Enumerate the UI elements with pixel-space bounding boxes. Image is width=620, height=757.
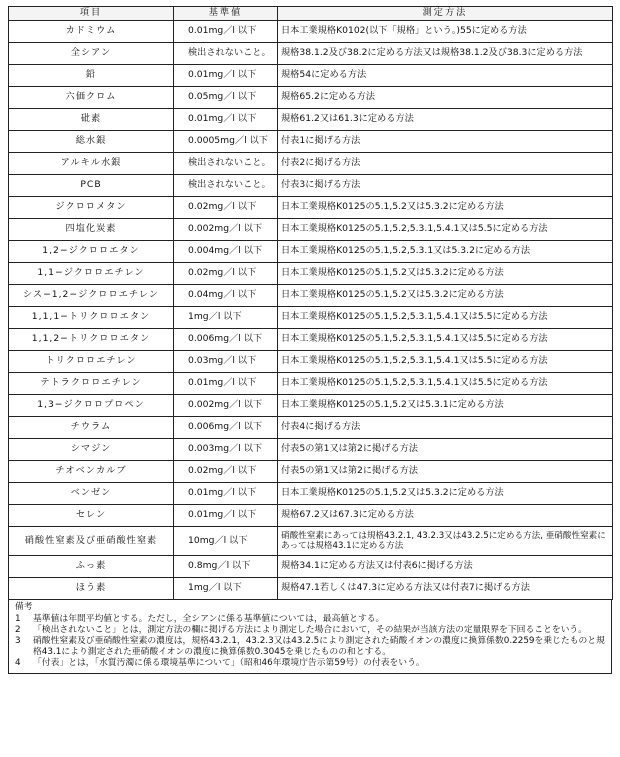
note-item bbox=[15, 614, 605, 625]
method-cell: 規格61.2又は61.3に定める方法 bbox=[278, 109, 613, 131]
value-cell: 0.006mg／l 以下 bbox=[174, 329, 278, 351]
method-cell: 付表4に掲げる方法 bbox=[278, 417, 613, 439]
item-cell: 硝酸性窒素及び亜硝酸性窒素 bbox=[9, 527, 174, 556]
value-cell: 0.004mg／l 以下 bbox=[174, 241, 278, 263]
item-cell: テトラクロロエチレン bbox=[9, 373, 174, 395]
notes-list bbox=[15, 614, 605, 669]
header-item: 項目 bbox=[9, 7, 174, 21]
item-cell: 1,3−ジクロロプロペン bbox=[9, 395, 174, 417]
value-cell: 0.04mg／l 以下 bbox=[174, 285, 278, 307]
note-text: 「付表」とは，「水質汚濁に係る環境基準について」（昭和46年環境庁告示第59号）の付表をいう。 bbox=[33, 657, 425, 668]
item-cell: PCB bbox=[9, 175, 174, 197]
table-body bbox=[9, 21, 613, 600]
value-cell: 0.01mg／l 以下 bbox=[174, 109, 278, 131]
value-cell: 検出されないこと。 bbox=[174, 43, 278, 65]
table-row bbox=[9, 131, 613, 153]
method-cell: 規格47.1若しくは47.3に定める方法又は付表7に掲げる方法 bbox=[278, 578, 613, 600]
method-cell: 日本工業規格K0125の5.1,5.2又は5.3.2に定める方法 bbox=[278, 483, 613, 505]
note-text: 基準値は年間平均値とする。ただし，全シアンに係る基準値については，最高値とする。 bbox=[33, 613, 385, 624]
item-cell: 六価クロム bbox=[9, 87, 174, 109]
method-cell: 日本工業規格K0125の5.1,5.2又は5.3.2に定める方法 bbox=[278, 285, 613, 307]
table-row bbox=[9, 439, 613, 461]
note-number: 1 bbox=[15, 613, 21, 624]
item-cell: 1,1,2−トリクロロエタン bbox=[9, 329, 174, 351]
table-row bbox=[9, 556, 613, 578]
item-cell: 1,2−ジクロロエタン bbox=[9, 241, 174, 263]
item-cell: カドミウム bbox=[9, 21, 174, 43]
method-cell: 規格38.1.2及び38.2に定める方法又は規格38.1.2及び38.3に定める方法 bbox=[278, 43, 613, 65]
method-cell: 規格54に定める方法 bbox=[278, 65, 613, 87]
value-cell: 0.01mg／l 以下 bbox=[174, 373, 278, 395]
item-cell: 砒素 bbox=[9, 109, 174, 131]
item-cell: 1,1,1−トリクロロエタン bbox=[9, 307, 174, 329]
table-row bbox=[9, 109, 613, 131]
table-row bbox=[9, 527, 613, 556]
value-cell: 0.01mg／l 以下 bbox=[174, 483, 278, 505]
method-cell: 日本工業規格K0125の5.1,5.2,5.3.1,5.4.1又は5.5に定める方法 bbox=[278, 219, 613, 241]
value-cell: 0.01mg／l 以下 bbox=[174, 65, 278, 87]
method-cell: 日本工業規格K0125の5.1,5.2又は5.3.2に定める方法 bbox=[278, 197, 613, 219]
item-cell: チウラム bbox=[9, 417, 174, 439]
item-cell: トリクロロエチレン bbox=[9, 351, 174, 373]
item-cell: ジクロロメタン bbox=[9, 197, 174, 219]
method-cell: 硝酸性窒素にあっては規格43.2.1, 43.2.3又は43.2.5に定める方法, 亜硝酸性窒素にあっては規格43.1に定める方法 bbox=[278, 527, 613, 556]
header-method: 測定方法 bbox=[278, 7, 613, 21]
table-row bbox=[9, 417, 613, 439]
method-cell: 日本工業規格K0125の5.1,5.2又は5.3.2に定める方法 bbox=[278, 263, 613, 285]
value-cell: 0.0005mg／l 以下 bbox=[174, 131, 278, 153]
value-cell: 1mg／l 以下 bbox=[174, 578, 278, 600]
note-text: 「検出されないこと」とは，測定方法の欄に掲げる方法により測定した場合において，その結果が当該方法の定量限界を下回ることをいう。 bbox=[33, 624, 588, 635]
item-cell: 全シアン bbox=[9, 43, 174, 65]
table-row bbox=[9, 21, 613, 43]
method-cell: 日本工業規格K0125の5.1,5.2,5.3.1,5.4.1又は5.5に定める方法 bbox=[278, 373, 613, 395]
table-row bbox=[9, 285, 613, 307]
note-number: 2 bbox=[15, 624, 21, 635]
table-row bbox=[9, 351, 613, 373]
value-cell: 0.003mg／l 以下 bbox=[174, 439, 278, 461]
notes-section bbox=[8, 600, 612, 674]
table-row bbox=[9, 219, 613, 241]
item-cell: チオベンカルブ bbox=[9, 461, 174, 483]
method-cell: 付表5の第1又は第2に掲げる方法 bbox=[278, 461, 613, 483]
table-row bbox=[9, 373, 613, 395]
item-cell: 総水銀 bbox=[9, 131, 174, 153]
method-cell: 付表5の第1又は第2に掲げる方法 bbox=[278, 439, 613, 461]
table-row bbox=[9, 43, 613, 65]
table-row bbox=[9, 65, 613, 87]
value-cell: 0.03mg／l 以下 bbox=[174, 351, 278, 373]
value-cell: 0.05mg／l 以下 bbox=[174, 87, 278, 109]
method-cell: 日本工業規格K0125の5.1,5.2,5.3.1又は5.3.2に定める方法 bbox=[278, 241, 613, 263]
item-cell: ベンゼン bbox=[9, 483, 174, 505]
table-row bbox=[9, 175, 613, 197]
method-cell: 規格34.1に定める方法又は付表6に掲げる方法 bbox=[278, 556, 613, 578]
note-item bbox=[15, 625, 605, 636]
method-cell: 付表1に掲げる方法 bbox=[278, 131, 613, 153]
standards-table bbox=[8, 6, 613, 600]
table-row bbox=[9, 461, 613, 483]
method-cell: 付表2に掲げる方法 bbox=[278, 153, 613, 175]
item-cell: セレン bbox=[9, 505, 174, 527]
table-row bbox=[9, 263, 613, 285]
item-cell: 鉛 bbox=[9, 65, 174, 87]
item-cell: ほう素 bbox=[9, 578, 174, 600]
header-value: 基準値 bbox=[174, 7, 278, 21]
table-row bbox=[9, 241, 613, 263]
item-cell: 1,1−ジクロロエチレン bbox=[9, 263, 174, 285]
value-cell: 0.8mg／l 以下 bbox=[174, 556, 278, 578]
note-number: 3 bbox=[15, 635, 21, 646]
method-cell: 日本工業規格K0125の5.1,5.2,5.3.1,5.4.1又は5.5に定める方法 bbox=[278, 329, 613, 351]
value-cell: 1mg／l 以下 bbox=[174, 307, 278, 329]
notes-title: 備考 bbox=[15, 602, 33, 612]
value-cell: 検出されないこと。 bbox=[174, 153, 278, 175]
method-cell: 日本工業規格K0125の5.1,5.2,5.3.1,5.4.1又は5.5に定める方法 bbox=[278, 307, 613, 329]
method-cell: 規格67.2又は67.3に定める方法 bbox=[278, 505, 613, 527]
note-item bbox=[15, 636, 605, 658]
value-cell: 0.02mg／l 以下 bbox=[174, 263, 278, 285]
item-cell: シマジン bbox=[9, 439, 174, 461]
table-row bbox=[9, 329, 613, 351]
method-cell: 規格65.2に定める方法 bbox=[278, 87, 613, 109]
table-row bbox=[9, 153, 613, 175]
note-number: 4 bbox=[15, 657, 21, 668]
table-row bbox=[9, 307, 613, 329]
method-cell: 日本工業規格K0125の5.1,5.2又は5.3.1に定める方法 bbox=[278, 395, 613, 417]
method-cell: 日本工業規格K0102(以下「規格」という。)55に定める方法 bbox=[278, 21, 613, 43]
value-cell: 0.002mg／l 以下 bbox=[174, 395, 278, 417]
method-cell: 日本工業規格K0125の5.1,5.2,5.3.1,5.4.1又は5.5に定める方法 bbox=[278, 351, 613, 373]
value-cell: 0.006mg／l 以下 bbox=[174, 417, 278, 439]
table-header-row bbox=[9, 7, 613, 21]
table-row bbox=[9, 395, 613, 417]
value-cell: 0.01mg／l 以下 bbox=[174, 505, 278, 527]
table-row bbox=[9, 87, 613, 109]
table-row bbox=[9, 483, 613, 505]
item-cell: アルキル水銀 bbox=[9, 153, 174, 175]
note-text: 硝酸性窒素及び亜硝酸性窒素の濃度は，規格43.2.1，43.2.3又は43.2.5により測定された硝酸イオンの濃度に換算係数0.2259を乗じたものと規格43.1により測定された亜硝酸イオンの濃度に換算係数0.3045を乗じたものの和とする。 bbox=[33, 635, 605, 657]
value-cell: 0.01mg／l 以下 bbox=[174, 21, 278, 43]
value-cell: 0.02mg／l 以下 bbox=[174, 197, 278, 219]
item-cell: 四塩化炭素 bbox=[9, 219, 174, 241]
item-cell: シス−1,2−ジクロロエチレン bbox=[9, 285, 174, 307]
value-cell: 検出されないこと。 bbox=[174, 175, 278, 197]
table-row bbox=[9, 505, 613, 527]
table-row bbox=[9, 578, 613, 600]
item-cell: ふっ素 bbox=[9, 556, 174, 578]
value-cell: 10mg／l 以下 bbox=[174, 527, 278, 556]
value-cell: 0.002mg／l 以下 bbox=[174, 219, 278, 241]
value-cell: 0.02mg／l 以下 bbox=[174, 461, 278, 483]
method-cell: 付表3に掲げる方法 bbox=[278, 175, 613, 197]
note-item bbox=[15, 658, 605, 669]
table-row bbox=[9, 197, 613, 219]
